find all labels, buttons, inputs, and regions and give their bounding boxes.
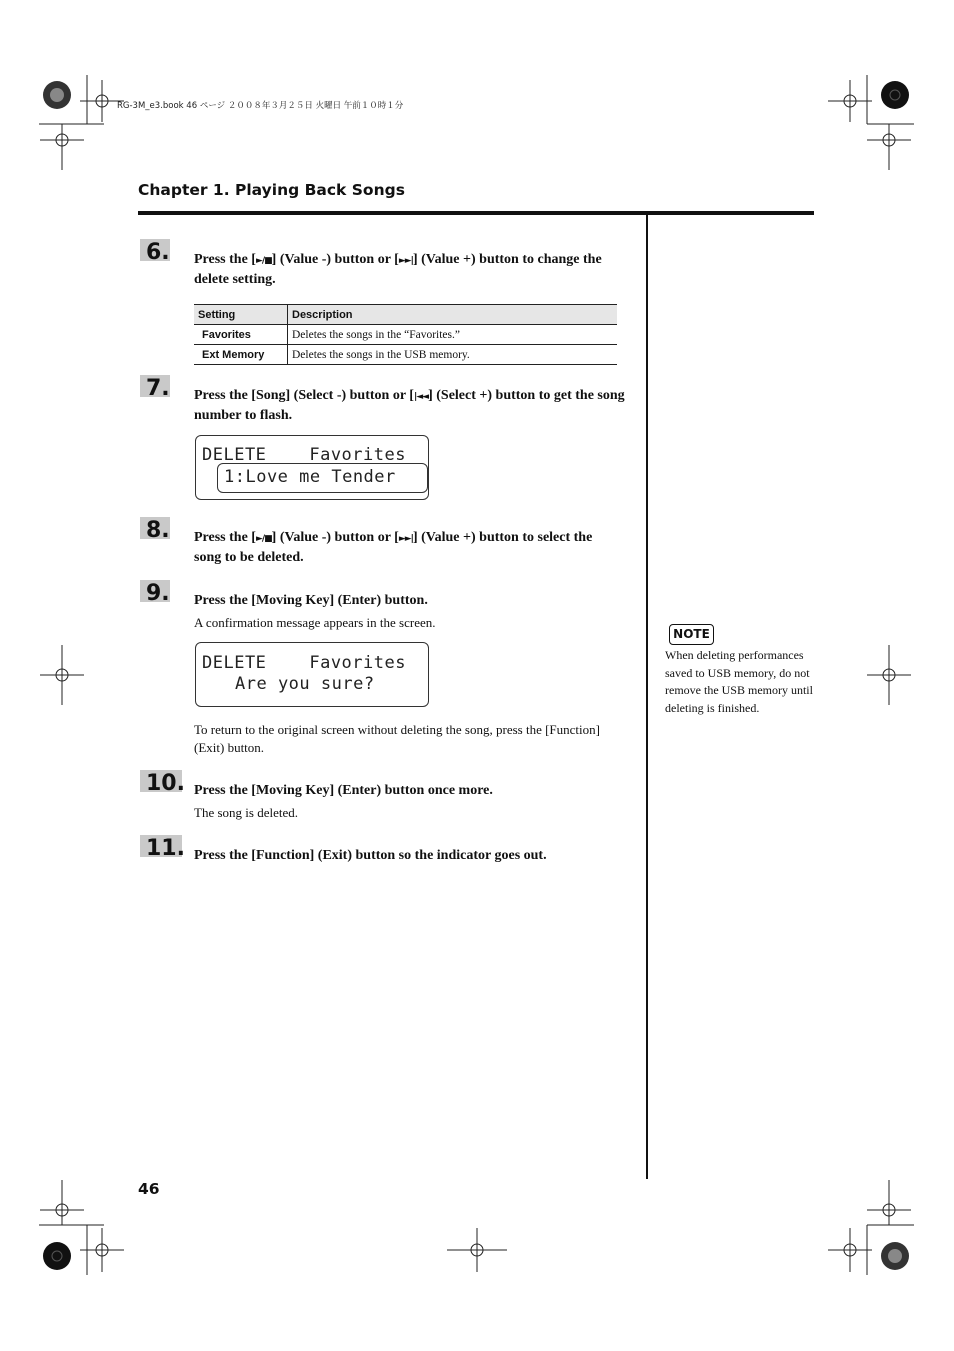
delete-settings-table <box>194 304 617 365</box>
step-6-badge <box>140 239 174 263</box>
step-number: 8. <box>146 518 170 543</box>
column-divider <box>646 215 648 1179</box>
print-header: RG-3M_e3.book 46 ページ ２００８年３月２５日 火曜日 午前１０時１分 <box>117 101 404 111</box>
step-11-badge <box>140 835 186 859</box>
table-header-row <box>194 305 617 325</box>
play-stop-icon: ►/■ <box>255 256 272 266</box>
chapter-title: Chapter 1. Playing Back Songs <box>138 181 405 199</box>
step-9-badge <box>140 580 174 604</box>
step-10-badge <box>140 770 186 794</box>
step-number: 10. <box>146 771 185 796</box>
lcd-display-song <box>195 435 429 500</box>
page-number: 46 <box>138 1180 160 1198</box>
table-row <box>194 325 617 345</box>
table-row <box>194 345 617 365</box>
header-rule <box>138 211 814 215</box>
step-number: 9. <box>146 581 170 606</box>
step-7-badge <box>140 375 174 399</box>
step-11-text: Press the [Function] (Exit) button so the indicator goes out. <box>194 848 547 863</box>
forward-icon: ►►| <box>398 256 413 266</box>
lcd-line-2: 1:Love me Tender <box>224 467 396 487</box>
step-10-text: Press the [Moving Key] (Enter) button once more. <box>194 783 493 798</box>
description-cell: Deletes the songs in the “Favorites.” <box>288 325 618 345</box>
note-text: When deleting performances saved to USB memory, do not remove the USB memory until deleting is finished. <box>665 648 813 715</box>
step-10-subtext: The song is deleted. <box>194 805 298 820</box>
return-instructions: To return to the original screen without deleting the song, press the [Function] (Exit) button. <box>194 722 600 755</box>
lcd-line-1: DELETE Favorites <box>202 653 406 673</box>
step-number: 11. <box>146 836 185 861</box>
play-stop-icon: ►/■ <box>255 534 272 544</box>
table-header-setting: Setting <box>194 305 288 325</box>
step-8-text: Press the [►/■] (Value -) button or [►►|] (Value +) button to select the song to be deleted. <box>194 530 593 565</box>
description-cell: Deletes the songs in the USB memory. <box>288 345 618 365</box>
step-9-subtext: A confirmation message appears in the screen. <box>194 615 436 630</box>
lcd-line-1: DELETE Favorites <box>202 445 406 465</box>
setting-cell: Ext Memory <box>194 345 288 365</box>
step-number: 6. <box>146 240 170 265</box>
step-8-badge <box>140 517 174 541</box>
lcd-display-confirm <box>195 642 429 707</box>
step-9-text: Press the [Moving Key] (Enter) button. <box>194 593 428 608</box>
note-badge: NOTE <box>669 624 714 645</box>
step-6-text: Press the [►/■] (Value -) button or [►►|] (Value +) button to change the delete setting. <box>194 252 602 287</box>
step-number: 7. <box>146 376 170 401</box>
forward-icon: ►►| <box>398 534 413 544</box>
step-7-text: Press the [Song] (Select -) button or [|◄◄] (Select +) button to get the song number to flash. <box>194 388 625 423</box>
lcd-line-2: Are you sure? <box>235 674 375 694</box>
setting-cell: Favorites <box>194 325 288 345</box>
back-icon: |◄◄ <box>413 392 429 402</box>
table-header-description: Description <box>288 305 618 325</box>
